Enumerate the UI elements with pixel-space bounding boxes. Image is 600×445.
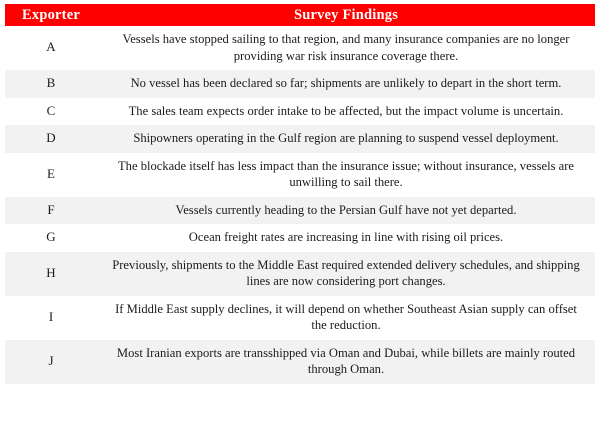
cell-survey-findings: No vessel has been declared so far; shipments are unlikely to depart in the short term. [97, 70, 595, 98]
column-header-exporter: Exporter [5, 4, 97, 26]
cell-survey-findings: Most Iranian exports are transshipped via Oman and Dubai, while billets are mainly routed through Oman. [97, 340, 595, 384]
table-row [5, 98, 595, 126]
cell-survey-findings: The blockade itself has less impact than the insurance issue; without insurance, vessels are unwilling to sail there. [97, 153, 595, 197]
cell-exporter: J [5, 340, 97, 384]
cell-exporter: I [5, 296, 97, 340]
table-row [5, 70, 595, 98]
cell-exporter: F [5, 197, 97, 225]
cell-exporter: C [5, 98, 97, 126]
table-row [5, 340, 595, 384]
survey-findings-table [5, 4, 595, 384]
cell-exporter: A [5, 26, 97, 70]
cell-survey-findings: If Middle East supply declines, it will depend on whether Southeast Asian supply can offset the reduction. [97, 296, 595, 340]
table-row [5, 153, 595, 197]
cell-exporter: D [5, 125, 97, 153]
cell-survey-findings: Shipowners operating in the Gulf region are planning to suspend vessel deployment. [97, 125, 595, 153]
cell-survey-findings: Ocean freight rates are increasing in line with rising oil prices. [97, 224, 595, 252]
table-row [5, 26, 595, 70]
table-row [5, 296, 595, 340]
table-row [5, 224, 595, 252]
cell-exporter: E [5, 153, 97, 197]
table-row [5, 197, 595, 225]
table-body [5, 26, 595, 384]
cell-survey-findings: The sales team expects order intake to be affected, but the impact volume is uncertain. [97, 98, 595, 126]
cell-survey-findings: Vessels currently heading to the Persian Gulf have not yet departed. [97, 197, 595, 225]
cell-exporter: G [5, 224, 97, 252]
table-header [5, 4, 595, 26]
cell-exporter: B [5, 70, 97, 98]
table-row [5, 252, 595, 296]
column-header-survey-findings: Survey Findings [97, 4, 595, 26]
cell-exporter: H [5, 252, 97, 296]
table-header-row [5, 4, 595, 26]
cell-survey-findings: Vessels have stopped sailing to that region, and many insurance companies are no longer providing war risk insurance coverage there. [97, 26, 595, 70]
cell-survey-findings: Previously, shipments to the Middle East required extended delivery schedules, and shipping lines are now considering port changes. [97, 252, 595, 296]
table-row [5, 125, 595, 153]
